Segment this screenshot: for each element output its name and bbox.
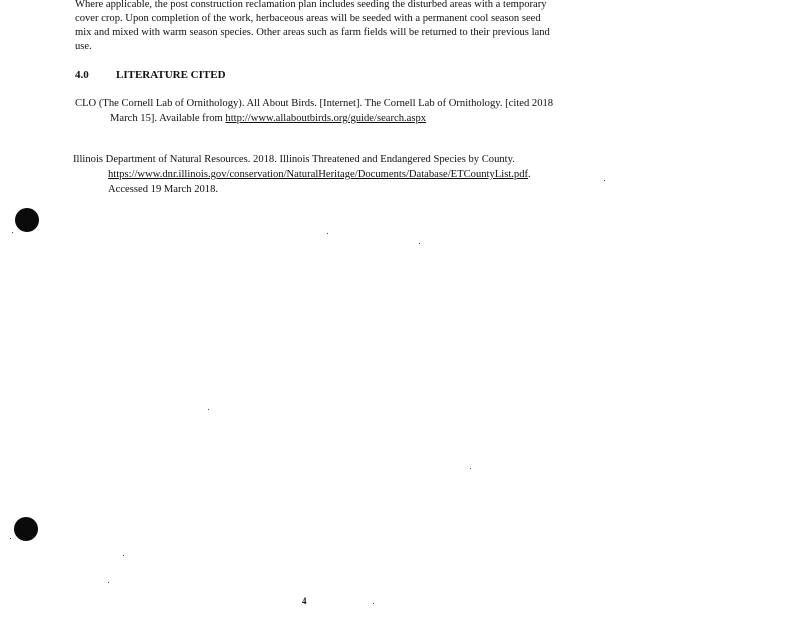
scan-speck (108, 582, 109, 583)
scan-speck (470, 468, 471, 469)
scan-speck (123, 555, 124, 556)
reference-item-clo (75, 96, 555, 126)
scan-speck (12, 232, 13, 233)
scan-speck (208, 409, 209, 410)
binder-hole-icon (15, 208, 39, 232)
reference-text: CLO (The Cornell Lab of Ornithology). All About Birds. [Internet]. The Cornell Lab of Ornithology. [cited 2018 March 15]. Available from (75, 98, 554, 124)
scan-speck (604, 180, 605, 181)
reference-item-idnr (73, 152, 553, 197)
binder-hole-icon (14, 517, 38, 541)
scan-speck (419, 243, 420, 244)
section-number: 4.0 (75, 69, 89, 81)
body-paragraph: Where applicable, the post construction reclamation plan includes seeding the disturbed areas with a temporary cover crop. Upon completion of the work, herbaceous areas will be seeded with a permanent cool season seed mix and mixed with warm season species. Other areas such as farm fields will be returned to their previous land use. (75, 0, 550, 52)
reference-text: Illinois Department of Natural Resources. 2018. Illinois Threatened and Endangered Species by County. (73, 154, 515, 165)
reference-link[interactable]: https://www.dnr.illinois.gov/conservation/NaturalHeritage/Documents/Database/ETCountyList.pdf (108, 169, 529, 180)
section-heading (75, 68, 226, 82)
scan-speck (373, 603, 374, 604)
scan-speck (327, 233, 328, 234)
page-number: 4 (302, 596, 307, 606)
section-title: LITERATURE CITED (116, 69, 226, 81)
reference-suffix: . Accessed 19 March 2018. (108, 169, 531, 195)
reference-link[interactable]: http://www.allaboutbirds.org/guide/search.aspx (225, 113, 427, 124)
scan-speck (10, 538, 11, 539)
